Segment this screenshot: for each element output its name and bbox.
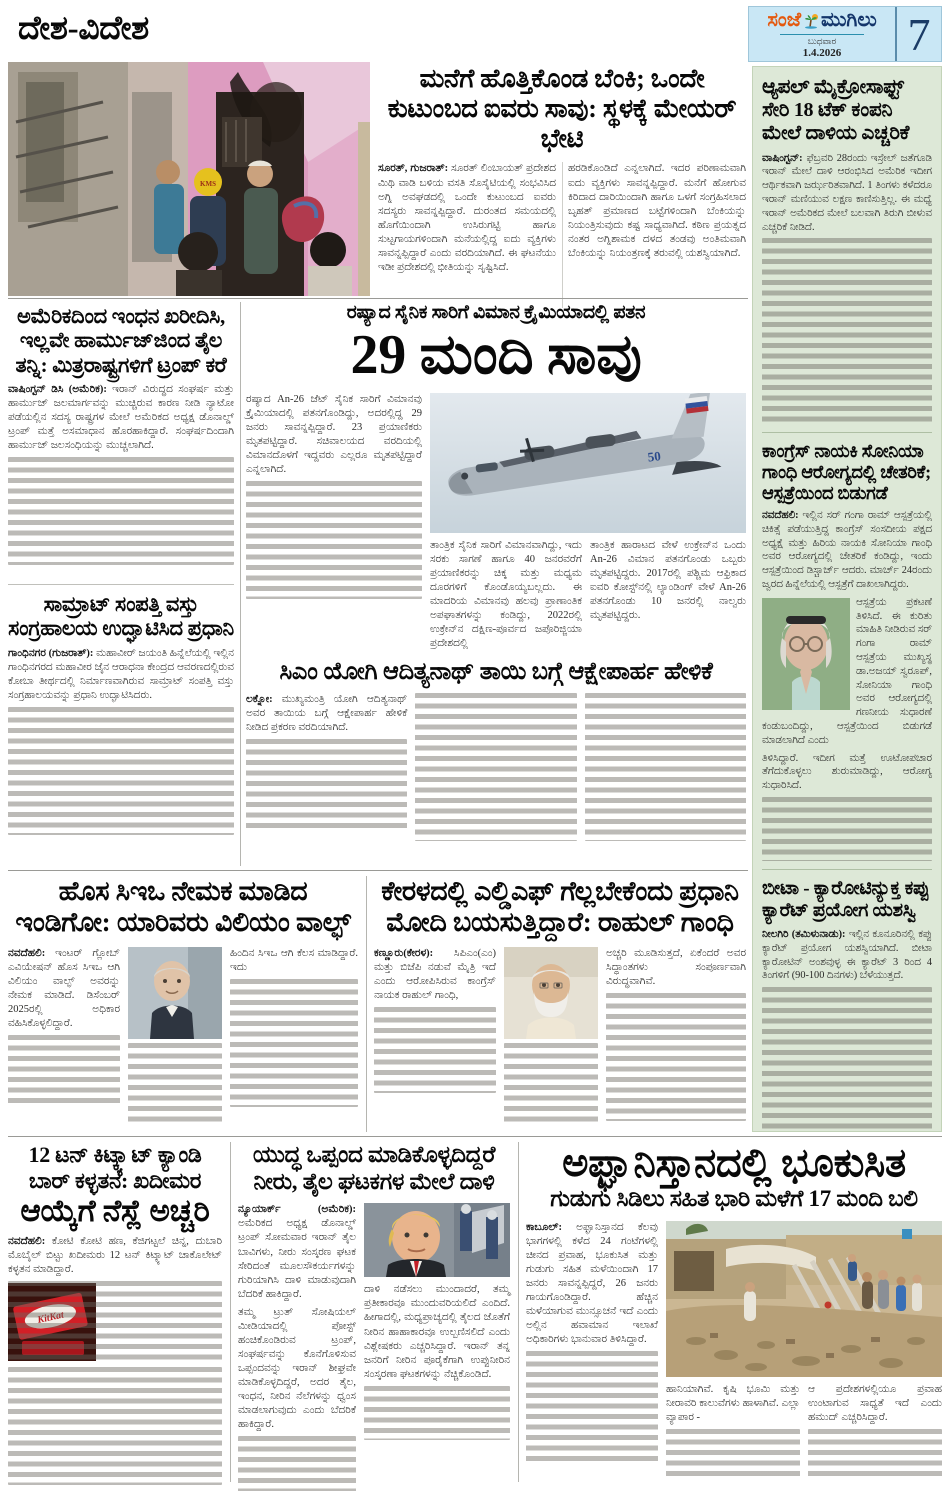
svg-text:KMS: KMS	[200, 180, 216, 188]
kitkat-headline2: ಆಯ್ಕೆಗೆ ನೆಸ್ಲೆ ಅಚ್ಚರಿ	[20, 1193, 210, 1229]
page-number: 7	[895, 7, 941, 61]
yogi-headline: ಸಿಎಂ ಯೋಗಿ ಆದಿತ್ಯನಾಥ್ ತಾಯಿ ಬಗ್ಗೆ ಆಕ್ಷೇಪಾರ್ಹ ಹೇಳಿಕೆ	[279, 659, 713, 686]
article-tech	[762, 76, 932, 424]
crash-right	[430, 393, 746, 656]
fire-scene-photo	[8, 62, 370, 296]
kitkat-body: ಕೋಟಿ ಕೋಟಿ ಹಣ, ಕೆಜಿಗಟ್ಟಲೆ ಚಿನ್ನ, ದುಬಾರಿ ಮೊಬೈಲ್ ಬಿಟ್ಟು ಖದೀಮರು 12 ಟನ್ ಕಿಟ್ಕ್ಯಾಟ್ ಚಾಕೊಲೇಟ್ ಕಳ್ಳತನ ಮಾಡಿದ್ದಾರೆ.	[8, 1235, 222, 1276]
divider	[8, 584, 234, 585]
yogi-body: ಮುಖ್ಯಮಂತ್ರಿ ಯೋಗಿ ಆದಿತ್ಯನಾಥ್ ಅವರ ತಾಯಿಯ ಬಗ್ಗೆ ಆಕ್ಷೇಪಾರ್ಹ ಹೇಳಿಕೆ ನೀಡಿದ ಪ್ರಕರಣ ವರದಿಯಾಗಿದೆ.	[246, 694, 408, 734]
trump-war-body1: ಅಮೆರಿಕದ ಅಧ್ಯಕ್ಷ ಡೊನಾಲ್ಡ್ ಟ್ರಂಪ್ ಸೋಮವಾರ ಇರಾನ್ ತೈಲ ಬಾವಿಗಳು, ನೀರು ಸಂಸ್ಕರಣ ಘಟಕ ಸೇರಿದಂತೆ ಮೂಲಸೌಕರ್ಯಗಳನ್ನು ಗುರಿಯಾಗಿಸಿ ದಾಳಿ ಮಾಡುವುದಾಗಿ ಬೆದರಿಕೆ ಹಾಕಿದ್ದಾರೆ.	[238, 1218, 356, 1300]
fire-body1: ಸೂರತ್ ಲಿಂಬಾಯತ್ ಪ್ರದೇಶದ ಮಿಥಿ ವಾಡಿ ಬಳಿಯ ವಸತಿ ಸೊಸೈಟಿಯಲ್ಲಿ ಸಂಭವಿಸಿದ ಅಗ್ನಿ ಅವಘಡದಲ್ಲಿ ಒಂದೇ ಕುಟುಂಬದ ಐವರು ಸದಸ್ಯರು ಸಾವನ್ನಪ್ಪಿದ್ದಾರೆ. ದುರಂತದ ಸಮಯದಲ್ಲಿ ಹೊಗೆಯಿಂದಾಗಿ ಉಸಿರುಗಟ್ಟಿ ಹಾಗೂ ಸುಟ್ಟಗಾಯಗಳಿಂದಾಗಿ ಮನೆಯಲ್ಲಿದ್ದ ಐದು ವ್ಯಕ್ತಿಗಳು ಸಾವನ್ನಪ್ಪಿದ್ದಾರೆ ಎಂದು ವರದಿಯಾಗಿದೆ. ಈ ಘಟನೆಯು ಇಡೀ ಪ್ರದೇಶದಲ್ಲಿ ಭೀತಿಯನ್ನು ಸೃಷ್ಟಿಸಿದೆ.	[378, 163, 557, 273]
article-trump-oil	[8, 304, 234, 565]
museum-dateline: ಗಾಂಧಿನಗರ (ಗುಜರಾತ್):	[8, 647, 94, 659]
divider	[230, 1142, 231, 1482]
kitkat-headline: 12 ಟನ್ ಕಿಟ್ಕ್ಯಾಟ್ ಕ್ಯಾಂಡಿ ಬಾರ್ ಕಳ್ಳತನ: ಖದೀಮರ	[28, 1142, 202, 1193]
tech-body: ಫೆಬ್ರವರಿ 28ರಂದು ಇಸ್ರೇಲ್ ಜತೆಗೂಡಿ ಇರಾನ್ ಮೇಲೆ ದಾಳಿ ಆರಂಭಿಸಿದ ಅಮೆರಿಕ ಇದೀಗ ಆರ್ಥಿಕವಾಗಿ ಜರ್ಝರಿತವಾಗಿದೆ. 1 ತಿಂಗಳು ಕಳೆದರೂ ಇರಾನ್ ಮಣಿಯುವ ಲಕ್ಷಣ ಕಾಣಿಸುತ್ತಿಲ್ಲ. ಈ ಮಧ್ಯೆ ಇರಾನ್ ಅಮೆರಿಕದ ಮೇಲೆ ಬಲವಾಗಿ ತಿರುಗಿ ಬೀಳುವ ಎಚ್ಚರಿಕೆ ನೀಡಿದೆ.	[762, 152, 932, 233]
greeked-text	[762, 238, 932, 424]
greeked-text	[8, 1367, 222, 1485]
carrot-dateline: ನೀಲಗಿರಿ (ತಮಿಳುನಾಡು):	[762, 928, 846, 940]
carrot-body: ಇಲ್ಲಿನ ಕೂನೂರಿನಲ್ಲಿ ಕಪ್ಪು ಕ್ಯಾರೆಟ್ ಪ್ರಯೋಗ ಯಶಸ್ವಿಯಾಗಿದೆ. ಬೀಟಾ ಕ್ಯಾರೋಟಿನ್ ಅಂಶವುಳ್ಳ ಈ ಕ್ಯಾರೆಟ್ 3 ರಿಂದ 4 ತಿಂಗಳಿಗೆ (90-100 ದಿನಗಳು) ಬೆಳೆಯುತ್ತದೆ.	[762, 928, 933, 982]
fire-headline: ಮನೆಗೆ ಹೊತ್ತಿಕೊಂಡ ಬೆಂಕಿ; ಒಂದೇ ಕುಟುಂಬದ ಐವರು ಸಾವು: ಸ್ಥಳಕ್ಕೆ ಮೇಯರ್ ಭೇಟಿ	[387, 64, 737, 154]
indigo-col2	[128, 947, 222, 1125]
svg-text:50: 50	[646, 447, 662, 465]
article-trump-war	[238, 1142, 510, 1491]
afghan-landslide-photo	[666, 1221, 942, 1377]
masthead-word2: ಮುಗಿಲು	[821, 9, 877, 31]
divider	[518, 1142, 519, 1482]
kerala-col1	[374, 947, 496, 1125]
sonia-dateline: ನವದೆಹಲಿ:	[762, 509, 799, 521]
tech-headline: ಆ್ಯಪಲ್ ಮೈಕ್ರೋಸಾಫ್ಟ್ ಸೇರಿ 18 ಟೆಕ್ ಕಂಪನಿ ಮೇಲೆ ದಾಳಿಯ ಎಚ್ಚರಿಕೆ	[762, 76, 910, 145]
crash-headline: 29 ಮಂದಿ ಸಾವು	[350, 324, 642, 387]
masthead-logo	[767, 9, 876, 32]
greeked-text	[762, 797, 932, 861]
indigo-col3	[230, 947, 358, 1125]
indigo-body1: ಇಂಟರ್ ಗ್ಲೋಬ್ ಎವಿಯೇಷನ್ ಹೊಸ ಸಿಇಒ ಆಗಿ ವಿಲಿಯಂ ವಾಲ್ಫ್ ಅವರನ್ನು ನೇಮಕ ಮಾಡಿದೆ. ಡಿಸೆಂಬರ್ 2025ರಲ್ಲಿ ಅಧಿಕಾರ ವಹಿಸಿಕೊಳ್ಳಲಿದ್ದಾರೆ.	[8, 947, 120, 1029]
article-kerala	[374, 876, 746, 1125]
modi-photo	[504, 947, 598, 1039]
article-fire	[378, 64, 746, 308]
fire-dateline: ಸೂರತ್, ಗುಜರಾತ್:	[378, 163, 449, 175]
afghan-dateline: ಕಾಬೂಲ್:	[526, 1221, 562, 1233]
crash-strap: ರಷ್ಯಾದ ಸೈನಿಕ ಸಾರಿಗೆ ವಿಮಾನ ಕ್ರೈಮಿಯಾದಲ್ಲಿ ಪತನ	[346, 302, 646, 323]
greeked-text	[8, 1281, 222, 1361]
article-carrot	[762, 878, 932, 1132]
trump-war-body3: ದಾಳಿ ನಡೆಸಲು ಮುಂದಾದರೆ, ತಮ್ಮ ಪ್ರತೀಕಾರವೂ ಮುಂದುವರಿಯಲಿದೆ ಎಂದಿದೆ. ಹೀಗಾದಲ್ಲಿ, ಮಧ್ಯಪ್ರಾಚ್ಯದಲ್ಲಿ ತೈಲದ ಜೊತೆಗೆ ನೀರಿನ ಹಾಹಾಕಾರವೂ ಉಲ್ಬಣಿಸಲಿದೆ ಎಂದು ವಿಶ್ಲೇಷಕರು ಎಚ್ಚರಿಸಿದ್ದಾರೆ. ಇರಾನ್ ತನ್ನ ಜನರಿಗೆ ನೀರಿನ ಪೂರೈಕೆಗಾಗಿ ಉಪ್ಪುನೀರಿನ ಸಂಸ್ಕರಣಾ ಘಟಕಗಳನ್ನು ನೆಚ್ಚಿಕೊಂಡಿದೆ.	[364, 1284, 510, 1380]
masthead	[748, 6, 942, 62]
sonia-body1: ಇಲ್ಲಿನ ಸರ್ ಗಂಗಾ ರಾಮ್ ಆಸ್ಪತ್ರೆಯಲ್ಲಿ ಚಿಕಿತ್ಸೆ ಪಡೆಯುತ್ತಿದ್ದ ಕಾಂಗ್ರೆಸ್ ಸಂಸದೀಯ ಪಕ್ಷದ ಅಧ್ಯಕ್ಷೆ ಮತ್ತು ಹಿರಿಯ ನಾಯಕಿ ಸೋನಿಯಾ ಗಾಂಧಿ ಅವರ ಆರೋಗ್ಯದಲ್ಲಿ ಚೇತರಿಕೆ ಕಂಡಿದ್ದು, ಇಂದು ಆಸ್ಪತ್ರೆಯಿಂದ ಡಿಸ್ಚಾರ್ಜ್ ಆದರು. ಮಾರ್ಚ್ 24ರಂದು ಜ್ವರದ ಹಿನ್ನೆಲೆಯಲ್ಲಿ ಆಸ್ಪತ್ರೆಗೆ ದಾಖಲಾಗಿದ್ದರು.	[762, 509, 932, 590]
greeked-text	[128, 1043, 222, 1123]
masthead-rule	[780, 34, 864, 35]
divider	[8, 870, 748, 871]
greeked-text	[246, 739, 407, 831]
greeked-text	[808, 1429, 942, 1477]
trump-war-col2	[364, 1203, 510, 1491]
museum-headline: ಸಾಮ್ರಾಟ್ ಸಂಪತ್ತಿ ವಸ್ತು ಸಂಗ್ರಹಾಲಯ ಉದ್ಘಾಟಿಸಿದ ಪ್ರಧಾನಿ	[8, 592, 234, 641]
william-wolf-photo	[128, 947, 222, 1039]
greeked-text	[415, 693, 576, 841]
afghan-col1	[526, 1221, 658, 1477]
museum-body: ಮಹಾವೀರ್ ಜಯಂತಿ ಹಿನ್ನೆಲೆಯಲ್ಲಿ ಇಲ್ಲಿನ ಗಾಂಧಿನಗರದ ಮಹಾವೀರ ಜೈನ ಆರಾಧನಾ ಕೇಂದ್ರದ ಆವರಣದಲ್ಲಿರುವ ಕೋಬಾ ತೀರ್ಥದಲ್ಲಿ ನಿರ್ಮಾಣವಾಗಿರುವ ಸಾಮ್ರಾಟ್ ಸಂಪತ್ತಿ ವಸ್ತು ಸಂಗ್ರಹಾಲಯವನ್ನು ಪ್ರಧಾನಿ ಉದ್ಘಾಟಿಸಿದರು.	[8, 647, 234, 701]
trump-war-col1	[238, 1203, 356, 1491]
greeked-text	[230, 979, 358, 1107]
carrot-headline: ಬೀಟಾ - ಕ್ಯಾರೋಟಿನ್ಯುಕ್ತ ಕಪ್ಪು ಕ್ಯಾರೆಟ್ ಪ್ರಯೋಗ ಯಶಸ್ವಿ	[762, 877, 930, 921]
kerala-body1: ಸಿಪಿಎಂ(ಎಂ) ಮತ್ತು ಬಿಜೆಪಿ ನಡುವೆ ಮೈತ್ರಿ ಇದೆ ಎಂದು ಆರೋಪಿಸಿರುವ ಕಾಂಗ್ರೆಸ್ ನಾಯಕ ರಾಹುಲ್ ಗಾಂಧಿ,	[374, 947, 496, 1001]
yogi-dateline: ಲಕ್ನೋ:	[246, 694, 273, 706]
kerala-col2	[504, 947, 598, 1125]
masthead-word1: ಸಂಜೆ	[767, 9, 802, 31]
article-crash	[246, 302, 746, 841]
kerala-col3	[606, 947, 746, 1125]
sonia-body3: ತಿಳಿಸಿದ್ದಾರೆ. ಇದೀಗ ಮತ್ತೆ ಊಟೋಪಚಾರ ತೆಗೆದುಕೊಳ್ಳಲು ಶುರುಮಾಡಿದ್ದು, ಆರೋಗ್ಯ ಸುಧಾರಿಸಿದೆ.	[762, 752, 932, 792]
indigo-headline: ಹೊಸ ಸಿಇಒ ನೇಮಕ ಮಾಡಿದ ಇಂಡಿಗೋ: ಯಾರಿವರು ವಿಲಿಯಂ ವಾಲ್ಫ್	[15, 876, 351, 938]
right-rail	[752, 66, 942, 1132]
crash-body3: ತಾಂತ್ರಿಕ ಹಾರಾಟದ ವೇಳೆ ಉಕ್ರೇನ್‌ನ ಒಂದು An-26 ವಿಮಾನ ಪತನಗೊಂಡು ಒಬ್ಬರು ಮೃತಪಟ್ಟಿದ್ದರು. 2017ರಲ್ಲಿ ಪಶ್ಚಿಮ ಆಫ್ರಿಕಾದ ಐವರಿ ಕೋಸ್ಟ್‌ನಲ್ಲಿ ಲ್ಯಾಂಡಿಂಗ್ ವೇಳೆ An-26 ಪತನಗೊಂಡು 10 ಜನರಲ್ಲಿ ನಾಲ್ವರು ಮೃತಪಟ್ಟಿದ್ದರು.	[590, 539, 746, 622]
divider	[240, 302, 241, 866]
masthead-left	[749, 7, 895, 61]
greeked-text	[762, 987, 932, 1132]
masthead-weekday: ಬುಧವಾರ	[807, 36, 837, 46]
palm-tree-icon	[803, 13, 819, 29]
trump-oil-body: ಇರಾನ್ ವಿರುದ್ಧದ ಸಂಘರ್ಷ ಮತ್ತು ಹಾರ್ಮುಜ್ ಜಲಮಾರ್ಗವನ್ನು ಮುಚ್ಚಿರುವ ಕಾರಣ ನೀಡಿ ನ್ಯಾಟೋ ಪಡೆಯಲ್ಲಿನ ಸದಸ್ಯ ರಾಷ್ಟ್ರಗಳ ಮೇಲೆ ಅಮೆರಿಕದ ಅಧ್ಯಕ್ಷ ಡೊನಾಲ್ಡ್ ಟ್ರಂಪ್ ಮತ್ತೆ ಅಸಮಾಧಾನ ಹೊರಹಾಕಿದ್ದಾರೆ. ಸಂಘರ್ಷದಿಂದಾಗಿ ಹಾರ್ಮುಜ್ ಜಲಸಂಧಿಯನ್ನು ಮುಚ್ಚಲಾಗಿದೆ.	[8, 384, 234, 452]
sonia-gandhi-photo	[762, 598, 850, 710]
article-indigo	[8, 876, 358, 1125]
afghan-subheadline: ಗುಡುಗು ಸಿಡಿಲು ಸಹಿತ ಭಾರಿ ಮಳೆಗೆ 17 ಮಂದಿ ಬಲಿ	[550, 1186, 918, 1211]
indigo-dateline: ನವದೆಹಲಿ:	[8, 947, 46, 959]
crash-body2: ತಾಂತ್ರಿಕ ಸೈನಿಕ ಸಾರಿಗೆ ವಿಮಾನವಾಗಿದ್ದು, ಇದು ಸರಕು ಸಾಗಣೆ ಹಾಗೂ 40 ಜನರವರೆಗೆ ಪ್ರಯಾಣಿಕರನ್ನು ಚಿಕ್ಕ ಮತ್ತು ಮಧ್ಯಮ ದೂರಗಳಿಗೆ ಕೊಂಡೊಯ್ಯಬಲ್ಲದು. ಈ ಮಾದರಿಯ ವಿಮಾನವು ಹಲವು ಪ್ರಾಣಾಂತಿಕ ಅಪಘಾತಗಳನ್ನು ಕಂಡಿದ್ದು, 2022ರಲ್ಲಿ ಉಕ್ರೇನ್‌ನ ದಕ್ಷಿಣ-ಪೂರ್ವದ ಜಪೊರಿಜ್ಜಿಯಾ ಪ್ರದೇಶದಲ್ಲಿ	[430, 539, 582, 650]
greeked-text	[8, 1035, 120, 1105]
greeked-text	[526, 1351, 658, 1463]
afghan-headline: ಅಫ್ಘಾನಿಸ್ತಾನದಲ್ಲಿ ಭೂಕುಸಿತ	[562, 1140, 906, 1185]
yogi-col1	[246, 693, 407, 841]
article-museum	[8, 592, 234, 835]
greeked-text	[504, 1043, 598, 1123]
indigo-body2: ಹಿಂದಿನ ಸಿಇಒ ಆಗಿ ಕೆಲಸ ಮಾಡಿದ್ದಾರೆ. ಇದು	[230, 947, 358, 973]
trump-photo	[364, 1203, 510, 1277]
crash-body1: ರಷ್ಯಾದ An-26 ಜೆಟ್ ಸೈನಿಕ ಸಾರಿಗೆ ವಿಮಾನವು ಕ್ರೈಮಿಯಾದಲ್ಲಿ ಪತನಗೊಂಡಿದ್ದು, ಅದರಲ್ಲಿದ್ದ 29 ಜನರು ಸಾವನ್ನಪ್ಪಿದ್ದಾರೆ. 23 ಪ್ರಯಾಣಿಕರು ಮೃತಪಟ್ಟಿದ್ದಾರೆ. ಸಚಿವಾಲಯದ ವರದಿಯಲ್ಲಿ ವಿಮಾನದೊಳಗೆ ಇದ್ದವರು ಎಲ್ಲರೂ ಮೃತಪಟ್ಟಿದ್ದಾರೆ ಎನ್ನಲಾಗಿದೆ.	[246, 393, 422, 476]
crash-col1	[246, 393, 422, 656]
trump-war-headline: ಯುದ್ಧ ಒಪ್ಪಂದ ಮಾಡಿಕೊಳ್ಳದಿದ್ದರೆ ನೀರು, ತೈಲ ಘಟಕಗಳ ಮೇಲೆ ದಾಳಿ	[252, 1142, 496, 1194]
divider	[762, 432, 932, 433]
greeked-text	[364, 1386, 510, 1440]
afghan-body3: ಆ ಪ್ರದೇಶಗಳಲ್ಲಿಯೂ ಪ್ರವಾಹ ಉಂಟಾಗುವ ಸಾಧ್ಯತೆ ಇದೆ ಎಂದು ಹಮುದ್ ಎಚ್ಚರಿಸಿದ್ದಾರೆ.	[808, 1383, 942, 1423]
tech-dateline: ವಾಷಿಂಗ್ಟನ್:	[762, 152, 803, 164]
greeked-text	[666, 1429, 800, 1477]
kerala-headline: ಕೇರಳದಲ್ಲಿ ಎಲ್ಡಿಎಫ್ ಗೆಲ್ಲಬೇಕೆಂದು ಪ್ರಧಾನಿ ಮೋದಿ ಬಯಸುತ್ತಿದ್ದಾರೆ: ರಾಹುಲ್ ಗಾಂಧಿ	[381, 876, 739, 938]
divider	[366, 876, 367, 1132]
trump-war-body2: ತಮ್ಮ ಟ್ರುತ್ ಸೋಷಿಯಲ್ ಮೀಡಿಯಾದಲ್ಲಿ ಪೋಸ್ಟ್ ಹಂಚಿಕೊಂಡಿರುವ ಟ್ರಂಪ್, ಸಂಘರ್ಷವನ್ನು ಕೊನೆಗೊಳಿಸುವ ಒಪ್ಪಂದವನ್ನು ಇರಾನ್ ಶೀಘ್ರವೇ ಮಾಡಿಕೊಳ್ಳದಿದ್ದರೆ, ಅದರ ತೈಲ, ಇಂಧನ, ನೀರಿನ ನೆಲೆಗಳನ್ನು ಧ್ವಂಸ ಮಾಡಲಾಗುವುದು ಎಂದು ಬೆದರಿಕೆ ಹಾಕಿದ್ದಾರೆ.	[238, 1306, 356, 1431]
afghan-body2: ಹಾನಿಯಾಗಿವೆ. ಕೃಷಿ ಭೂಮಿ ಮತ್ತು ನೀರಾವರಿ ಕಾಲುವೆಗಳು ಹಾಳಾಗಿವೆ. ಎಲ್ಲಾ ವ್ಯಾಪಾರ -	[666, 1383, 800, 1423]
greeked-text	[606, 993, 746, 1121]
sonia-body2: ಆಸ್ಪತ್ರೆಯ ಪ್ರಕಟಣೆ ತಿಳಿಸಿದೆ. ಈ ಕುರಿತು ಮಾಹಿತಿ ನೀಡಿರುವ ಸರ್ ಗಂಗಾ ರಾಮ್ ಆಸ್ಪತ್ರೆಯ ಮುಖ್ಯಸ್ಥ ಡಾ.ಅಜಯ್ ಸ್ವರೂಪ್, ಸೋನಿಯಾ ಗಾಂಧಿ ಅವರ ಆರೋಗ್ಯದಲ್ಲಿ ಗಣನೀಯ ಸುಧಾರಣೆ ಕಂಡುಬಂದಿದ್ದು, ಆಸ್ಪತ್ರೆಯಿಂದ ಬಿಡುಗಡೆ ಮಾಡಲಾಗಿದೆ ಎಂದು	[762, 596, 932, 746]
greeked-text	[374, 1007, 496, 1093]
trump-war-dateline: ನ್ಯೂಯಾರ್ಕ್ (ಅಮೆರಿಕ):	[238, 1204, 356, 1216]
svg-text:KitKat: KitKat	[36, 1309, 65, 1327]
divider	[8, 298, 748, 299]
indigo-col1	[8, 947, 120, 1125]
masthead-date: 1.4.2026	[802, 47, 842, 59]
greeked-text	[585, 693, 746, 841]
greeked-text	[8, 707, 234, 835]
afghan-col2	[666, 1221, 942, 1477]
divider	[762, 869, 932, 870]
greeked-text	[238, 1436, 356, 1491]
trump-oil-dateline: ವಾಷಿಂಗ್ಟನ್ ಡಿಸಿ (ಅಮೆರಿಕ):	[8, 384, 107, 396]
fire-body2: ಹರಡಿಕೊಂಡಿದೆ ಎನ್ನಲಾಗಿದೆ. ಇದರ ಪರಿಣಾಮವಾಗಿ ಐದು ವ್ಯಕ್ತಿಗಳು ಸಾವನ್ನಪ್ಪಿದ್ದಾರೆ. ಮನೆಗೆ ಹೋಗುವ ಕಿರಿದಾದ ದಾರಿಯಿಂದಾಗಿ ಹಾಗೂ ಒಳಗೆ ಸಂಗ್ರಹಿಸಲಾದ ಬೃಹತ್ ಪ್ರಮಾಣದ ಬಟ್ಟೆಗಳಿಂದಾಗಿ ಬೆಂಕಿಯನ್ನು ನಿಯಂತ್ರಿಸುವುದು ಕಷ್ಟ ಸಾಧ್ಯವಾಗಿದೆ. ಕಠಿಣ ಪ್ರಯತ್ನದ ನಂತರ ಅಗ್ನಿಶಾಮಕ ದಳದ ತಂಡವು ಅಂತಿಮವಾಗಿ ಬೆಂಕಿಯನ್ನು ನಿಯಂತ್ರಣಕ್ಕೆ ತರುವಲ್ಲಿ ಯಶಸ್ವಿಯಾಗಿದೆ.	[568, 163, 746, 259]
kitkat-dateline: ನವದೆಹಲಿ:	[8, 1235, 46, 1247]
article-afghan	[526, 1142, 942, 1477]
article-kitkat	[8, 1142, 222, 1485]
sonia-headline: ಕಾಂಗ್ರೆಸ್ ನಾಯಕಿ ಸೋನಿಯಾ ಗಾಂಧಿ ಆರೋಗ್ಯದಲ್ಲಿ ಚೇತರಿಕೆ; ಆಸ್ಪತ್ರೆಯಿಂದ ಬಿಡುಗಡೆ	[762, 441, 931, 504]
kerala-dateline: ಕಣ್ಣೂರು(ಕೇರಳ):	[374, 947, 434, 959]
kerala-body2: ಅಚ್ಚರಿ ಮೂಡಿಸುತ್ತದೆ, ಏಕೆಂದರೆ ಅವರ ಸಿದ್ಧಾಂತಗಳು ಸಂಪೂರ್ಣವಾಗಿ ವಿರುದ್ಧವಾಗಿವೆ.	[606, 947, 746, 987]
divider	[8, 1136, 942, 1137]
trump-oil-headline: ಅಮೆರಿಕದಿಂದ ಇಂಧನ ಖರೀದಿಸಿ, ಇಲ್ಲವೇ ಹಾರ್ಮುಜ್‌ಜಿಂದ ತೈಲ ತನ್ನಿ: ಮಿತ್ರರಾಷ್ಟ್ರಗಳಿಗೆ ಟ್ರಂಪ್ ಕರೆ	[15, 304, 227, 377]
article-sonia	[762, 441, 932, 861]
afghan-body1: ಅಫ್ಘಾನಿಸ್ತಾನದ ಕೆಲವು ಭಾಗಗಳಲ್ಲಿ ಕಳೆದ 24 ಗಂಟೆಗಳಲ್ಲಿ ಚೀನದ ಪ್ರವಾಹ, ಭೂಕುಸಿತ ಮತ್ತು ಗುಡುಗು ಸಹಿತ ಮಳೆಯಿಂದಾಗಿ 17 ಜನರು ಸಾವನ್ನಪ್ಪಿದ್ದರೆ, 26 ಜನರು ಗಾಯಗೊಂಡಿದ್ದಾರೆ. ಹೆಚ್ಚಿನ ಮಳೆಯಾಗುವ ಮುನ್ಸೂಚನೆ ಇದೆ ಎಂದು ಅಲ್ಲಿನ ಹವಾಮಾನ ಇಲಾಖೆ ಅಧಿಕಾರಿಗಳು ಭಾನುವಾರ ತಿಳಿಸಿದ್ದಾರೆ.	[526, 1221, 659, 1346]
section-title: ದೇಶ-ವಿದೇಶ	[18, 11, 149, 47]
greeked-text	[8, 457, 234, 565]
an26-plane-photo	[430, 393, 746, 533]
greeked-text	[246, 481, 422, 599]
